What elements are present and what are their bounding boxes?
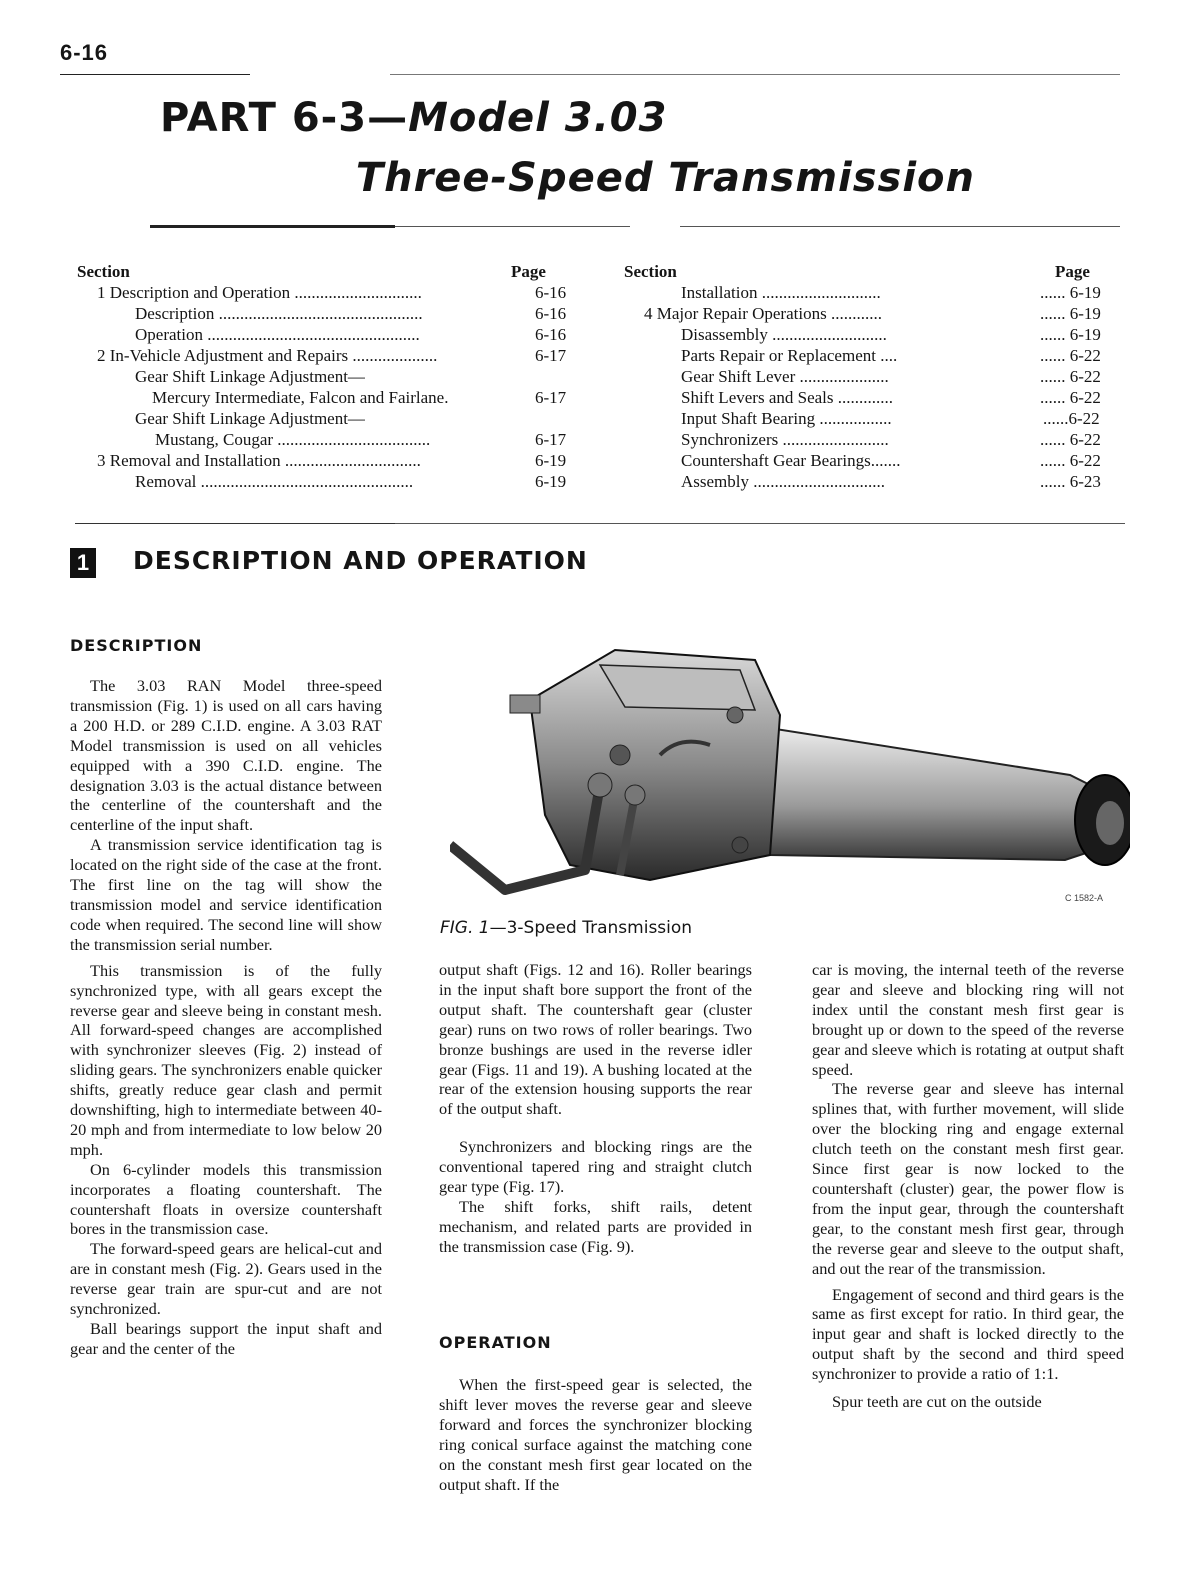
page-title — [160, 95, 667, 141]
toc-page: ...... 6-22 — [1040, 388, 1101, 407]
transmission-figure — [450, 645, 1130, 910]
toc-row[interactable]: Shift Levers and Seals ............. — [681, 388, 893, 407]
paragraph: On 6-cylinder models this transmission incorporates a floating countershaft. The countershaft floats in oversize countershaft bores in the transmission case. — [70, 1159, 382, 1239]
toc-row[interactable]: 4 Major Repair Operations ............ — [644, 304, 882, 323]
subhead-operation: OPERATION — [439, 1333, 552, 1352]
title-model: Model 3.03 — [408, 95, 668, 141]
toc-rule-left — [75, 523, 395, 524]
toc-row[interactable]: Input Shaft Bearing ................. — [681, 409, 892, 428]
paragraph: Spur teeth are cut on the outside — [832, 1392, 1042, 1412]
toc-page: 6-19 — [535, 451, 567, 470]
toc-left-section-label: Section — [77, 262, 130, 281]
section-title: DESCRIPTION AND OPERATION — [133, 546, 588, 575]
toc-right-section-label: Section — [624, 262, 677, 281]
toc-row[interactable]: Operation .................................................. — [135, 325, 420, 344]
toc-page: ...... 6-19 — [1040, 325, 1101, 344]
toc-page: 6-19 — [535, 472, 567, 491]
toc-page: ...... 6-19 — [1040, 304, 1101, 323]
toc-page: ...... 6-22 — [1040, 367, 1101, 386]
paragraph: car is moving, the internal teeth of the reverse gear and sleeve and blocking ring will not index until the constant mesh first gear is brought up or down to the speed of the reverse gear and sleeve which is rotating at output shaft speed. — [812, 960, 1124, 1079]
title-rule-mid — [395, 226, 630, 227]
title-rule-left — [150, 225, 395, 228]
subhead-description: DESCRIPTION — [70, 636, 203, 655]
toc-page: ...... 6-22 — [1040, 430, 1101, 449]
toc-right-page-label: Page — [1055, 262, 1090, 281]
caption-fig-label: FIG. 1 — [440, 918, 490, 938]
toc-page: ...... 6-19 — [1040, 283, 1101, 302]
paragraph: Synchronizers and blocking rings are the conventional tapered ring and straight clutch gear type (Fig. 17). — [439, 1137, 752, 1197]
toc-page: 6-16 — [535, 304, 567, 323]
toc-row[interactable]: Gear Shift Linkage Adjustment— — [135, 367, 365, 386]
toc-row[interactable]: Synchronizers ......................... — [681, 430, 889, 449]
paragraph: Ball bearings support the input shaft and gear and the center of the — [70, 1319, 382, 1358]
paragraph: When the first-speed gear is selected, the shift lever moves the reverse gear and sleeve forward and forces the synchronizer blocking ring conical surface against the matching cone on the constant mesh first gear located on the output shaft. If the — [439, 1375, 752, 1494]
paragraph: A transmission service identification tag is located on the right side of the case at the front. The first line on the tag will show the transmission model and service identification code when required. The second line will show the transmission serial number. — [70, 835, 382, 954]
header-rule-left — [60, 74, 250, 75]
toc-row[interactable]: Mustang, Cougar .................................... — [155, 430, 431, 449]
title-rule-right — [680, 226, 1120, 227]
toc-page: 6-17 — [535, 388, 567, 407]
toc-rule-right — [395, 523, 1125, 524]
body-column-2 — [439, 960, 752, 1257]
toc-row[interactable]: Mercury Intermediate, Falcon and Fairlane. — [152, 388, 449, 407]
toc-row[interactable]: Gear Shift Linkage Adjustment— — [135, 409, 365, 428]
paragraph: The 3.03 RAN Model three-speed transmission (Fig. 1) is used on all cars having a 200 H.D. or 289 C.I.D. engine. A 3.03 RAT Model transmission is used on all vehicles equipped with a 390 C.I.D. engine. The designation 3.03 is the actual distance between the centerline of the countershaft and the centerline of the input shaft. — [70, 676, 382, 835]
title-part: PART 6-3— — [160, 95, 409, 141]
figure-caption — [440, 918, 692, 938]
toc-row[interactable]: Assembly ............................... — [681, 472, 885, 491]
paragraph: This transmission is of the fully synchronized type, with all gears except the reverse gear and sleeve being in constant mesh. All forward-speed changes are accomplished with synchronizer sleeves (Fig. 2) instead of sliding gears. The synchronizers enable quicker shifts, greatly reduce gear clash and permit downshifting, high to intermediate between 40-20 mph and from intermediate to low below 20 mph. — [70, 960, 382, 1159]
toc-page: 6-17 — [535, 430, 567, 449]
paragraph: The reverse gear and sleeve has internal splines that, with further movement, will slide over the blocking ring and engage external clutch teeth on the constant mesh first gear. Since first gear is now locked to the countershaft (cluster) gear, the power flow is from the input gear, through the countershaft gear, to the constant mesh first gear, through the reverse gear and sleeve to the output shaft, and out the rear of the transmission. — [812, 1079, 1124, 1278]
figure-code: C 1582-A — [1065, 893, 1104, 903]
toc-page: 6-16 — [535, 325, 567, 344]
toc-row[interactable]: Countershaft Gear Bearings....... — [681, 451, 901, 470]
toc-row[interactable]: 3 Removal and Installation ................................ — [97, 451, 421, 470]
toc-row[interactable]: Parts Repair or Replacement .... — [681, 346, 898, 365]
toc-row[interactable]: 2 In-Vehicle Adjustment and Repairs .................... — [97, 346, 438, 365]
body-column-3 — [812, 960, 1124, 1412]
page-number: 6-16 — [60, 40, 109, 65]
toc-page: ...... 6-22 — [1040, 346, 1101, 365]
toc-row[interactable]: Gear Shift Lever ..................... — [681, 367, 889, 386]
section-number-badge: 1 — [70, 548, 96, 578]
header-rule-right — [390, 74, 1120, 75]
caption-text: —3-Speed Transmission — [489, 918, 693, 938]
toc-row[interactable]: Disassembly ........................... — [681, 325, 887, 344]
toc-row[interactable]: Removal .................................................. — [135, 472, 414, 491]
body-column-2-operation — [439, 1375, 752, 1494]
body-column-1 — [70, 676, 382, 1359]
toc-page: 6-17 — [535, 346, 567, 365]
toc-left-page-label: Page — [511, 262, 546, 281]
toc-page: ...... 6-23 — [1040, 472, 1101, 491]
toc-page: ...... 6-22 — [1040, 451, 1101, 470]
page-subtitle: Three-Speed Transmission — [355, 155, 975, 201]
paragraph: output shaft (Figs. 12 and 16). Roller bearings in the input shaft bore support the front of the output shaft. The countershaft gear (cluster gear) runs on two rows of roller bearings. Two bronze bushings are used in the reverse idler gear (Figs. 11 and 19). A bushing located at the rear of the extension housing supports the rear of the output shaft. — [439, 960, 752, 1119]
toc-row[interactable]: Installation ............................ — [681, 283, 881, 302]
paragraph: The forward-speed gears are helical-cut and are in constant mesh (Fig. 2). Gears used in the reverse gear train are spur-cut and are not synchronized. — [70, 1239, 382, 1319]
toc-row[interactable]: 1 Description and Operation .............................. — [97, 283, 422, 302]
toc-row[interactable]: Description ................................................ — [135, 304, 423, 323]
toc-page: 6-16 — [535, 283, 567, 302]
paragraph: Engagement of second and third gears is the same as first except for ratio. In third gear, the input gear and shaft is locked directly to the output shaft by the second and third speed synchronizer to provide a ratio of 1:1. — [812, 1284, 1124, 1384]
transmission-illustration — [450, 645, 1130, 910]
toc-page: ......6-22 — [1043, 409, 1100, 428]
paragraph: The shift forks, shift rails, detent mechanism, and related parts are provided in the transmission case (Fig. 9). — [439, 1196, 752, 1256]
